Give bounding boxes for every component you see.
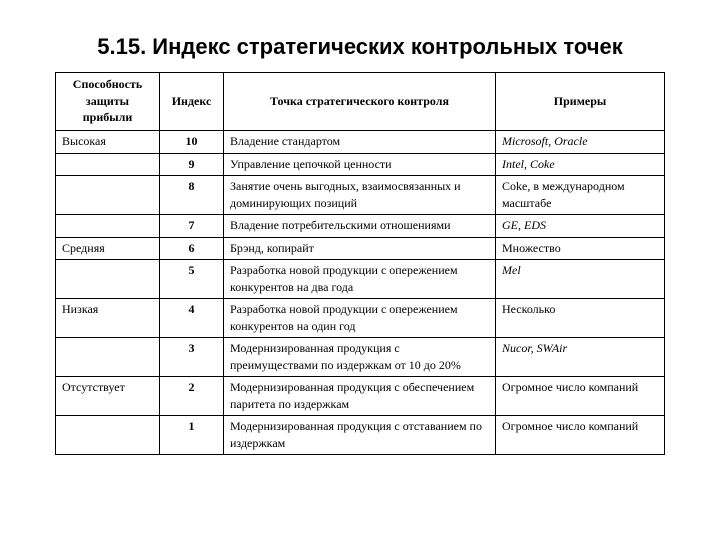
index-cell: 10 bbox=[160, 131, 224, 154]
table-row bbox=[56, 338, 665, 377]
examples-cell: Microsoft, Oracle bbox=[496, 131, 665, 154]
index-cell: 3 bbox=[160, 338, 224, 377]
capability-cell bbox=[56, 338, 160, 377]
control-points-table bbox=[55, 72, 665, 455]
examples-cell: Несколько bbox=[496, 299, 665, 338]
examples-cell: Огромное число компаний bbox=[496, 416, 665, 455]
control-point-cell: Управление цепочкой ценности bbox=[224, 153, 496, 176]
index-cell: 2 bbox=[160, 377, 224, 416]
index-cell: 9 bbox=[160, 153, 224, 176]
index-cell: 4 bbox=[160, 299, 224, 338]
table-row bbox=[56, 377, 665, 416]
header-examples: Примеры bbox=[496, 73, 665, 131]
control-point-cell: Модернизированная продукция с преимуществами по издержкам от 10 до 20% bbox=[224, 338, 496, 377]
header-index: Индекс bbox=[160, 73, 224, 131]
table-row bbox=[56, 237, 665, 260]
control-point-cell: Модернизированная продукция с обеспечением паритета по издержкам bbox=[224, 377, 496, 416]
capability-cell bbox=[56, 215, 160, 238]
index-cell: 8 bbox=[160, 176, 224, 215]
table-row bbox=[56, 176, 665, 215]
header-capability: Способность защиты прибыли bbox=[56, 73, 160, 131]
examples-cell: Nucor, SWAir bbox=[496, 338, 665, 377]
control-point-cell: Разработка новой продукции с опережением конкурентов на два года bbox=[224, 260, 496, 299]
index-cell: 5 bbox=[160, 260, 224, 299]
table-row bbox=[56, 416, 665, 455]
examples-cell: GE, EDS bbox=[496, 215, 665, 238]
capability-cell: Низкая bbox=[56, 299, 160, 338]
capability-cell: Отсутствует bbox=[56, 377, 160, 416]
examples-cell: Огромное число компаний bbox=[496, 377, 665, 416]
header-control-point: Точка стратегического контроля bbox=[224, 73, 496, 131]
examples-cell: Множество bbox=[496, 237, 665, 260]
capability-cell bbox=[56, 416, 160, 455]
table-row bbox=[56, 215, 665, 238]
control-point-cell: Брэнд, копирайт bbox=[224, 237, 496, 260]
examples-cell: Coke, в международном масштабе bbox=[496, 176, 665, 215]
control-point-cell: Владение потребительскими отношениями bbox=[224, 215, 496, 238]
table-row bbox=[56, 131, 665, 154]
examples-cell: Intel, Coke bbox=[496, 153, 665, 176]
table-row bbox=[56, 299, 665, 338]
index-cell: 6 bbox=[160, 237, 224, 260]
capability-cell bbox=[56, 176, 160, 215]
capability-cell: Средняя bbox=[56, 237, 160, 260]
examples-cell: Mel bbox=[496, 260, 665, 299]
control-point-cell: Занятие очень выгодных, взаимосвязанных и доминирующих позиций bbox=[224, 176, 496, 215]
control-point-cell: Владение стандартом bbox=[224, 131, 496, 154]
table-row bbox=[56, 153, 665, 176]
capability-cell: Высокая bbox=[56, 131, 160, 154]
capability-cell bbox=[56, 260, 160, 299]
table-header-row bbox=[56, 73, 665, 131]
control-point-cell: Разработка новой продукции с опережением конкурентов на один год bbox=[224, 299, 496, 338]
capability-cell bbox=[56, 153, 160, 176]
table-row bbox=[56, 260, 665, 299]
control-point-cell: Модернизированная продукция с отставанием по издержкам bbox=[224, 416, 496, 455]
page-title: 5.15. Индекс стратегических контрольных точек bbox=[97, 34, 623, 59]
index-cell: 7 bbox=[160, 215, 224, 238]
index-cell: 1 bbox=[160, 416, 224, 455]
